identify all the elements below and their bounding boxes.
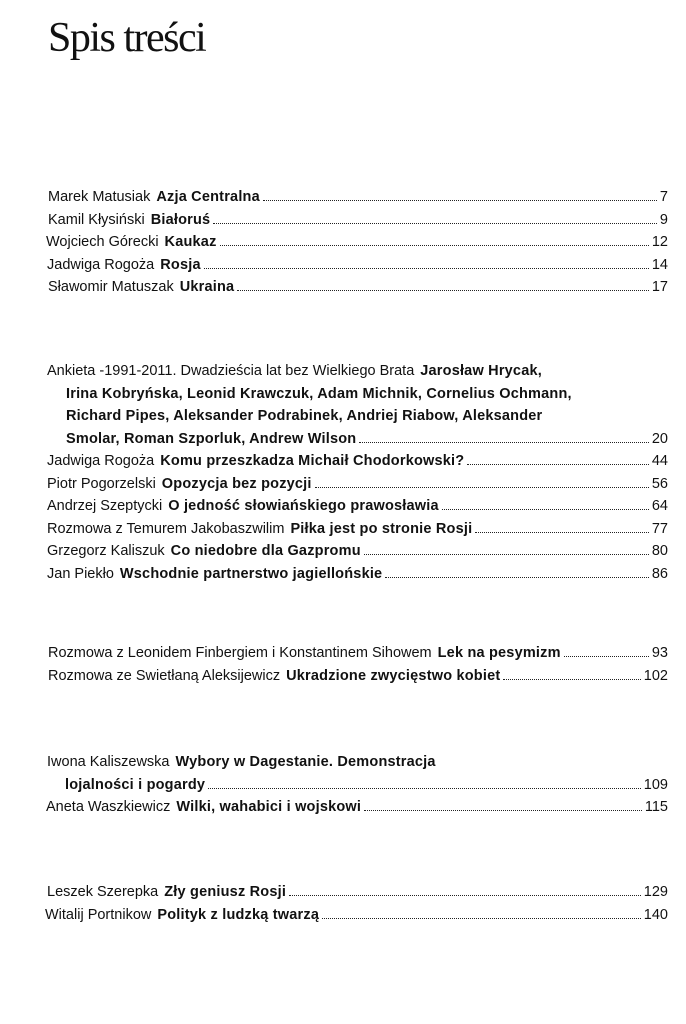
toc-title: Komu przeszkadza Michaił Chodorkowski? xyxy=(160,453,465,469)
toc-title: Ukradzione zwycięstwo kobiet xyxy=(286,667,501,684)
dot-leader xyxy=(204,267,649,269)
toc-author: Rozmowa ze Swietłaną Aleksijewicz xyxy=(48,667,281,684)
dot-leader xyxy=(503,678,640,680)
dot-leader xyxy=(385,576,649,578)
toc-page: 109 xyxy=(643,776,668,793)
toc-author: Leszek Szerepka xyxy=(47,884,159,900)
dot-leader xyxy=(213,222,657,224)
toc-title: Opozycja bez pozycji xyxy=(161,475,312,492)
toc-title: Białoruś xyxy=(150,211,211,228)
toc-author: Jadwiga Rogoża xyxy=(47,256,155,273)
toc-author: Iwona Kaliszewska xyxy=(47,754,170,770)
toc-section-1 xyxy=(0,186,686,299)
toc-entry[interactable] xyxy=(0,186,686,209)
toc-section-4 xyxy=(0,751,686,819)
toc-page: 9 xyxy=(659,211,668,228)
toc-entry[interactable] xyxy=(0,665,686,688)
toc-section-5 xyxy=(0,881,686,926)
toc-author: Rozmowa z Temurem Jakobaszwilim xyxy=(47,520,285,537)
toc-author: Aneta Waszkiewicz xyxy=(46,799,171,815)
toc-entry[interactable] xyxy=(0,518,686,541)
dot-leader xyxy=(364,809,642,811)
dot-leader xyxy=(315,486,649,488)
toc-title: Kaukaz xyxy=(164,234,217,250)
toc-page: 77 xyxy=(651,520,668,537)
toc-title-line: Smolar, Roman Szporluk, Andrew Wilson xyxy=(66,430,357,447)
toc-page: 56 xyxy=(651,475,668,492)
toc-entry[interactable] xyxy=(0,473,686,496)
toc-author: Grzegorz Kaliszuk xyxy=(47,543,165,559)
toc-entry[interactable] xyxy=(0,904,686,927)
toc-page: 7 xyxy=(659,189,668,205)
toc-page: 64 xyxy=(651,498,668,514)
toc-title-line: Jarosław Hrycak, xyxy=(420,363,542,379)
toc-title: Zły geniusz Rosji xyxy=(164,884,287,900)
toc-author: Andrzej Szeptycki xyxy=(47,498,163,514)
page-title: Spis treści xyxy=(48,15,206,61)
toc-title: Wschodnie partnerstwo jagiellońskie xyxy=(119,565,383,582)
toc-entry[interactable] xyxy=(0,495,686,518)
toc-title-line: lojalności i pogardy xyxy=(65,776,206,793)
toc-entry[interactable] xyxy=(0,276,686,299)
toc-author: Ankieta -1991-2011. Dwadzieścia lat bez Wielkiego Brata xyxy=(47,363,415,379)
toc-title-line: Wybory w Dagestanie. Demonstracja xyxy=(175,754,436,770)
toc-title: Ukraina xyxy=(179,279,235,295)
dot-leader xyxy=(564,655,649,657)
toc-title: Wilki, wahabici i wojskowi xyxy=(176,799,362,815)
toc-entry[interactable] xyxy=(0,796,686,819)
toc-section-3 xyxy=(0,642,686,687)
toc-entry[interactable] xyxy=(0,450,686,473)
dot-leader xyxy=(208,787,641,789)
toc-title: O jedność słowiańskiego prawosławia xyxy=(168,498,439,514)
toc-entry[interactable] xyxy=(0,254,686,277)
toc-entry[interactable] xyxy=(0,563,686,586)
dot-leader xyxy=(364,553,649,555)
toc-section-2 xyxy=(0,360,686,585)
toc-entry[interactable] xyxy=(0,540,686,563)
toc-page: 14 xyxy=(651,256,668,273)
toc-author: Jadwiga Rogoża xyxy=(47,453,155,469)
toc-page: 129 xyxy=(643,884,668,900)
dot-leader xyxy=(263,199,657,201)
dot-leader xyxy=(220,244,649,246)
toc-author: Witalij Portnikow xyxy=(45,906,152,923)
dot-leader xyxy=(475,531,649,533)
dot-leader xyxy=(442,508,649,510)
toc-author: Sławomir Matuszak xyxy=(48,279,174,295)
toc-entry[interactable] xyxy=(0,209,686,232)
toc-entry[interactable] xyxy=(0,881,686,904)
toc-title: Polityk z ludzką twarzą xyxy=(157,906,320,923)
toc-author: Marek Matusiak xyxy=(48,189,151,205)
toc-title: Azja Centralna xyxy=(156,189,260,205)
toc-author: Piotr Pogorzelski xyxy=(47,475,156,492)
toc-title: Rosja xyxy=(160,256,201,273)
dot-leader xyxy=(467,463,649,465)
toc-entry[interactable] xyxy=(0,360,686,450)
toc-author: Wojciech Górecki xyxy=(46,234,159,250)
toc-author: Rozmowa z Leonidem Finbergiem i Konstantinem Sihowem xyxy=(48,645,432,661)
dot-leader xyxy=(289,894,641,896)
toc-page: 44 xyxy=(651,453,668,469)
toc-page: 20 xyxy=(651,430,668,447)
toc-title-line: Richard Pipes, Aleksander Podrabinek, Andriej Riabow, Aleksander xyxy=(66,408,543,424)
dot-leader xyxy=(237,289,649,291)
toc-page: 115 xyxy=(644,799,668,815)
toc-page: 102 xyxy=(643,667,668,684)
toc-title: Piłka jest po stronie Rosji xyxy=(290,520,473,537)
toc-title: Lek na pesymizm xyxy=(437,645,561,661)
toc-author: Jan Piekło xyxy=(47,565,114,582)
toc-page: 12 xyxy=(651,234,668,250)
toc-title-line: Irina Kobryńska, Leonid Krawczuk, Adam Michnik, Cornelius Ochmann, xyxy=(66,385,572,402)
toc-title: Co niedobre dla Gazpromu xyxy=(170,543,361,559)
toc-author: Kamil Kłysiński xyxy=(48,211,145,228)
toc-page: 17 xyxy=(651,279,668,295)
toc-page: 140 xyxy=(643,906,668,923)
toc-entry[interactable] xyxy=(0,642,686,665)
toc-entry[interactable] xyxy=(0,231,686,254)
toc-entry[interactable] xyxy=(0,751,686,796)
toc-page: 93 xyxy=(651,645,668,661)
toc-page: 86 xyxy=(651,565,668,582)
dot-leader xyxy=(322,917,641,919)
dot-leader xyxy=(359,441,649,443)
toc-page: 80 xyxy=(651,543,668,559)
